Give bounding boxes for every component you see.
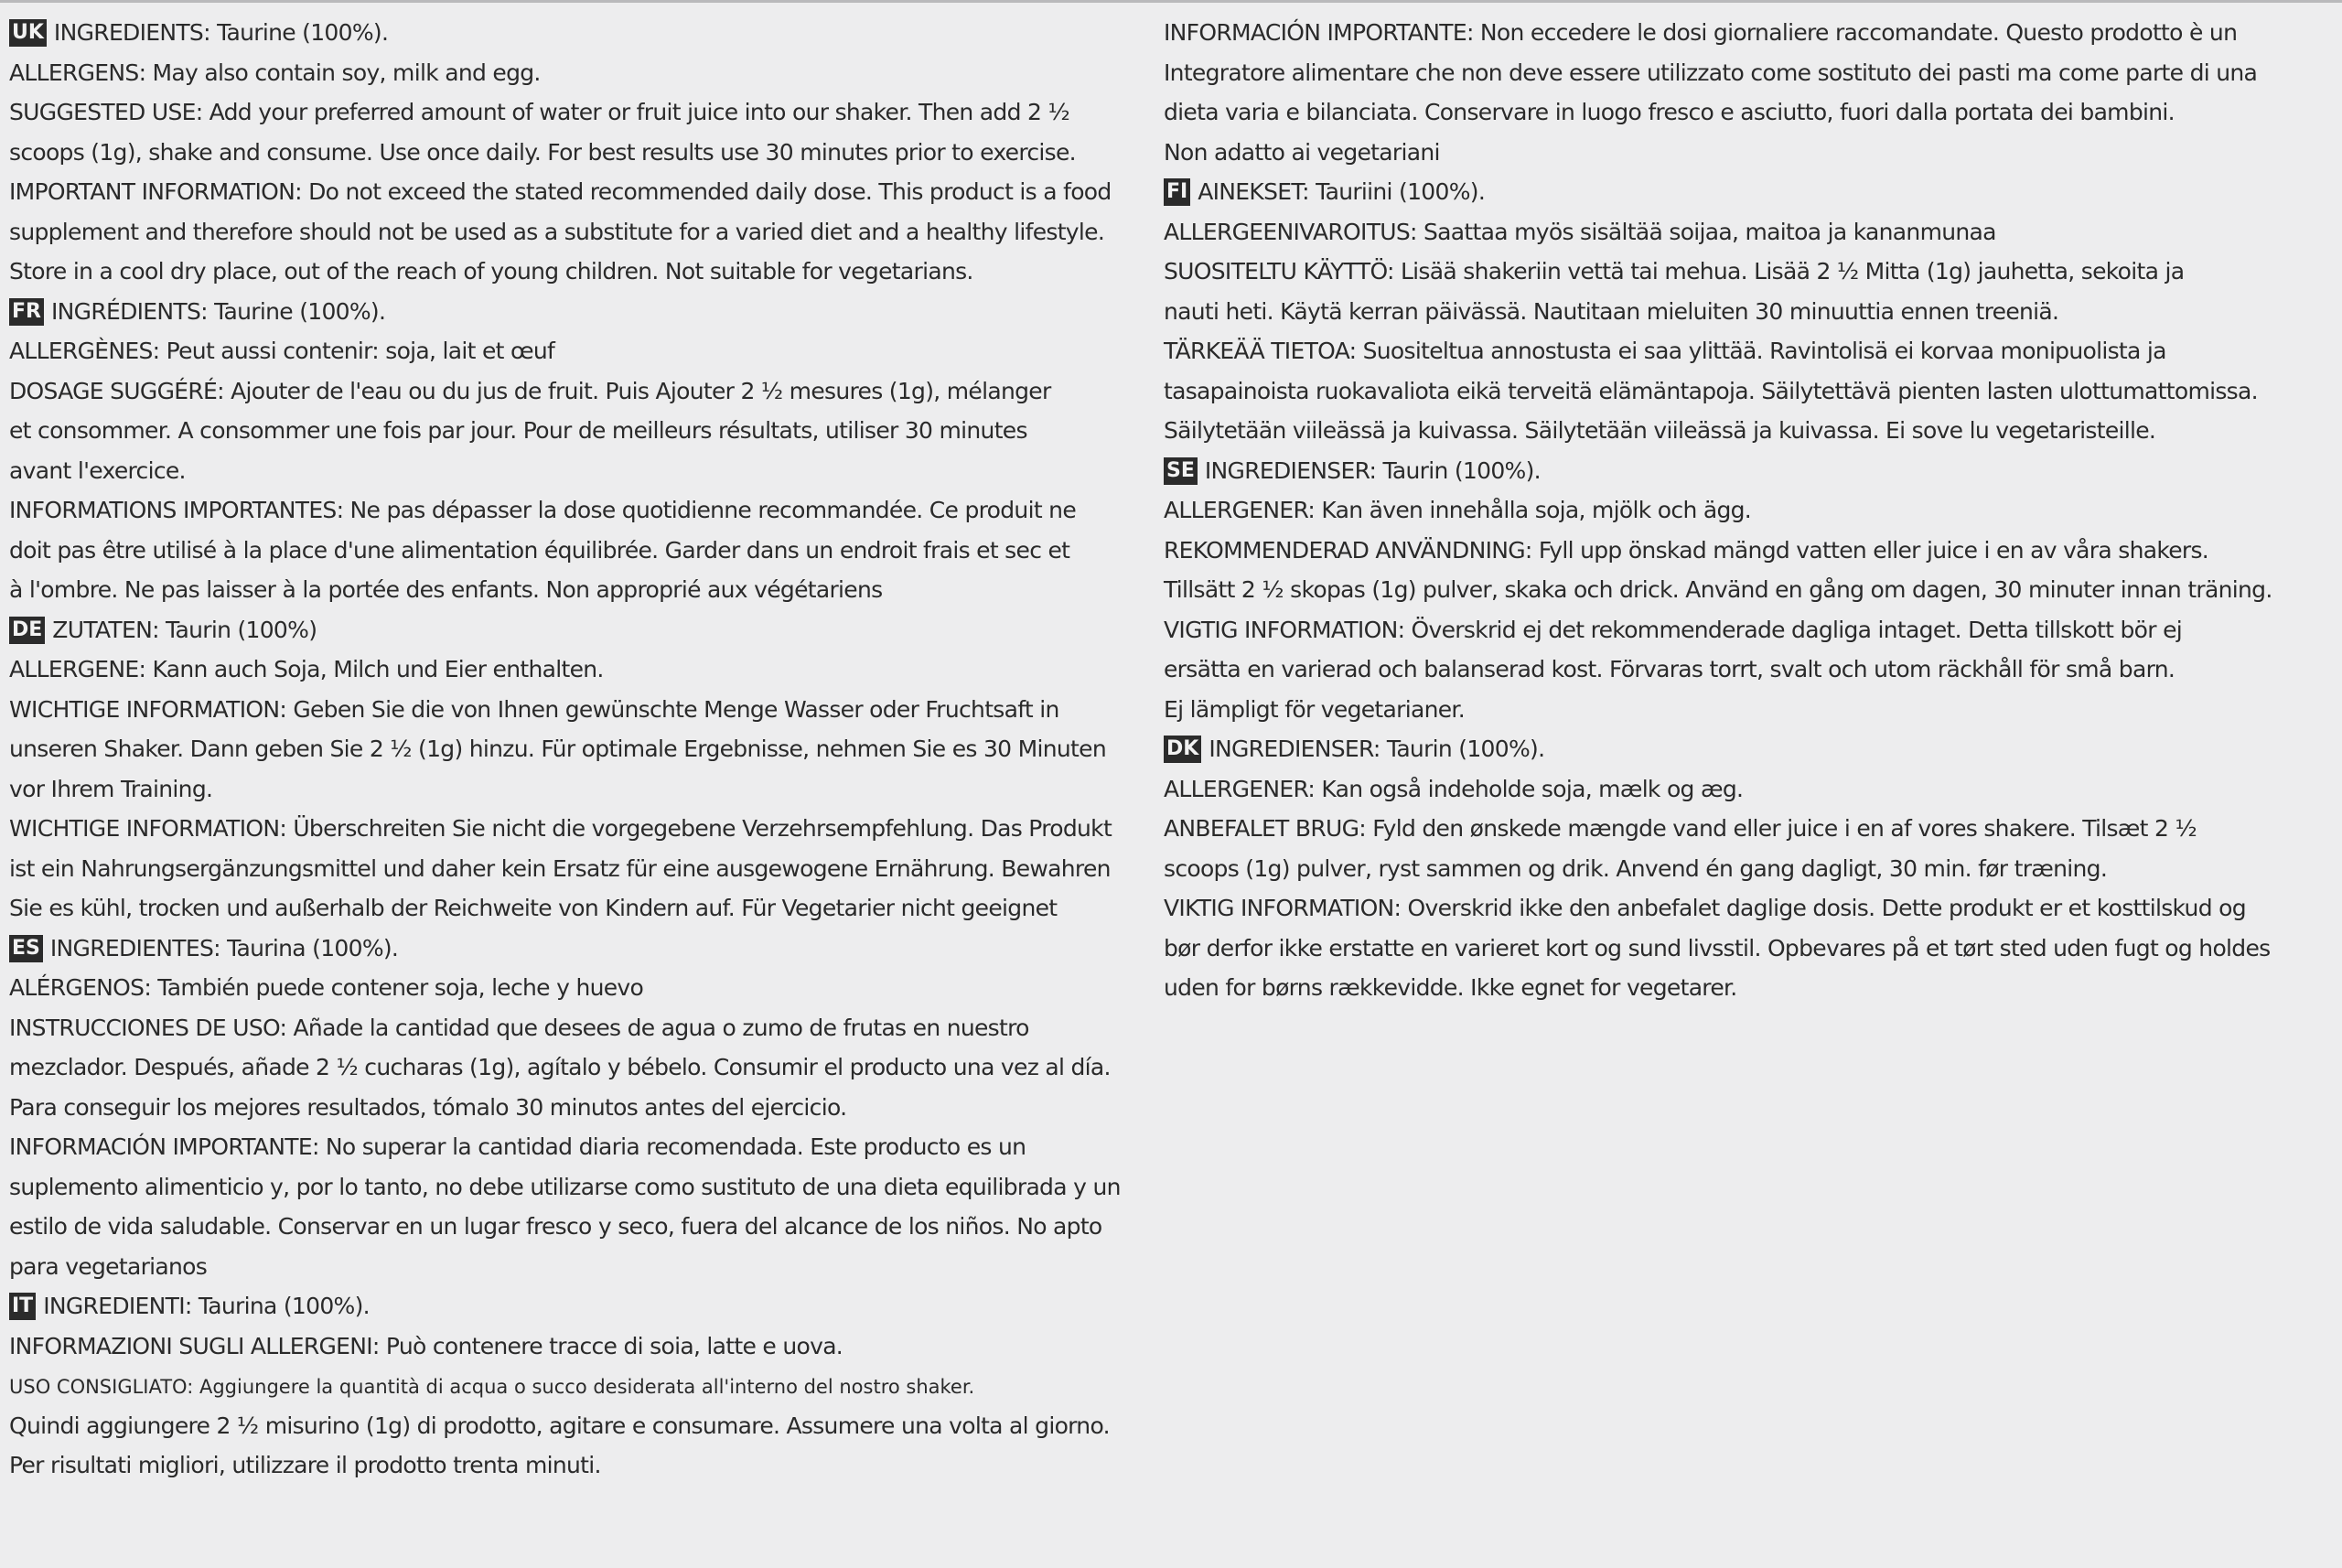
text-line <box>9 1286 1144 1326</box>
language-section-de <box>9 610 1144 929</box>
text-line <box>9 1088 1144 1128</box>
text-line <box>9 888 1144 929</box>
line-text: estilo de vida saludable. Conservar en un lugar fresco y seco, fuera del alcance de los niños. No apto <box>9 1213 1102 1240</box>
text-line <box>9 13 1144 53</box>
text-line <box>1164 929 2298 969</box>
line-text: INFORMAZIONI SUGLI ALLERGENI: Può contenere tracce di soia, latte e uova. <box>9 1332 843 1359</box>
line-text: ALLERGENER: Kan även innehålla soja, mjölk och ägg. <box>1164 497 1752 523</box>
line-text: Per risultati migliori, utilizzare il prodotto trenta minuti. <box>9 1452 601 1478</box>
language-badge: DE <box>9 617 45 644</box>
text-line <box>9 133 1144 173</box>
text-line <box>1164 531 2298 571</box>
line-text: REKOMMENDERAD ANVÄNDNING: Fyll upp önskad mängd vatten eller juice i en av våra shakers. <box>1164 536 2209 564</box>
text-line <box>1164 570 2298 610</box>
line-text: et consommer. A consommer une fois par jour. Pour de meilleurs résultats, utiliser 30 minutes <box>9 417 1027 444</box>
line-text: USO CONSIGLIATO: Aggiungere la quantità di acqua o succo desiderata all'interno del nostro shaker. <box>9 1376 975 1398</box>
language-badge: ES <box>9 935 43 962</box>
line-text: SUGGESTED USE: Add your preferred amount of water or fruit juice into our shaker. Then add 2 ½ <box>9 99 1069 125</box>
language-badge: IT <box>9 1293 36 1320</box>
line-text: ANBEFALET BRUG: Fyld den ønskede mængde vand eller juice i en af vores shakere. Tilsæt 2 ½ <box>1164 815 2197 842</box>
line-text: mezclador. Después, añade 2 ½ cucharas (1g), agítalo y bébelo. Consumir el producto una vez al día. <box>9 1054 1111 1080</box>
line-text: Integratore alimentare che non deve essere utilizzato come sostituto dei pasti ma come parte di una <box>1164 59 2258 86</box>
language-section-se <box>1164 451 2298 730</box>
text-line <box>9 252 1144 292</box>
text-line <box>1164 650 2298 690</box>
line-text: ALLERGENS: May also contain soy, milk and egg. <box>9 59 541 86</box>
language-badge: FR <box>9 298 44 326</box>
line-text: WICHTIGE INFORMATION: Überschreiten Sie nicht die vorgegebene Verzehrsempfehlung. Das Produkt <box>9 815 1112 842</box>
text-line <box>9 690 1144 730</box>
language-badge: DK <box>1164 736 1201 763</box>
line-text: Sie es kühl, trocken und außerhalb der Reichweite von Kindern auf. Für Vegetarier nicht geeignet <box>9 895 1058 921</box>
text-line <box>1164 331 2298 371</box>
language-section-dk <box>1164 729 2298 1008</box>
text-line <box>9 1366 1144 1406</box>
text-line <box>1164 371 2298 412</box>
line-text: avant l'exercice. <box>9 456 186 484</box>
language-section-continued <box>1164 13 2298 172</box>
text-line <box>9 531 1144 571</box>
text-line <box>1164 172 2298 212</box>
line-text: dieta varia e bilanciata. Conservare in luogo fresco e asciutto, fuori dalla portata dei bambini. <box>1164 99 2175 125</box>
text-line <box>1164 53 2298 93</box>
line-text: AINEKSET: Tauriini (100%). <box>1198 178 1486 205</box>
text-line <box>1164 13 2298 53</box>
text-line <box>1164 133 2298 173</box>
text-line <box>1164 92 2298 133</box>
line-text: ZUTATEN: Taurin (100%) <box>52 616 317 643</box>
line-text: vor Ihrem Training. <box>9 775 213 802</box>
text-line <box>9 1247 1144 1287</box>
line-text: IMPORTANT INFORMATION: Do not exceed the stated recommended daily dose. This product is a food <box>9 178 1112 205</box>
text-line <box>9 371 1144 412</box>
line-text: INFORMACIÓN IMPORTANTE: No superar la cantidad diaria recomendada. Este producto es un <box>9 1133 1026 1160</box>
text-line <box>9 53 1144 93</box>
line-text: ALLERGENE: Kann auch Soja, Milch und Eier enthalten. <box>9 656 604 682</box>
line-text: supplement and therefore should not be used as a substitute for a varied diet and a healthy lifestyle. <box>9 218 1105 245</box>
text-line <box>9 1008 1144 1048</box>
language-badge: FI <box>1164 178 1190 206</box>
text-line <box>9 1326 1144 1367</box>
text-line <box>9 849 1144 889</box>
line-text: INGREDIENTI: Taurina (100%). <box>43 1293 370 1319</box>
line-text: Store in a cool dry place, out of the reach of young children. Not suitable for vegetarians. <box>9 258 973 285</box>
line-text: à l'ombre. Ne pas laisser à la portée des enfants. Non approprié aux végétariens <box>9 576 883 603</box>
text-line <box>1164 610 2298 650</box>
line-text: ALÉRGENOS: También puede contener soja, leche y huevo <box>9 974 644 1001</box>
text-line <box>9 1047 1144 1088</box>
line-text: INFORMACIÓN IMPORTANTE: Non eccedere le dosi giornaliere raccomandate. Questo prodotto è un <box>1164 19 2238 46</box>
text-line <box>1164 849 2298 889</box>
line-text: WICHTIGE INFORMATION: Geben Sie die von Ihnen gewünschte Menge Wasser oder Fruchtsaft in <box>9 695 1059 723</box>
line-text: Non adatto ai vegetariani <box>1164 138 1440 166</box>
line-text: para vegetarianos <box>9 1252 208 1280</box>
language-section-es <box>9 929 1144 1287</box>
text-line <box>9 1445 1144 1486</box>
language-section-uk <box>9 13 1144 292</box>
line-text: Tillsätt 2 ½ skopas (1g) pulver, skaka och drick. Använd en gång om dagen, 30 minuter innan träning. <box>1164 576 2272 603</box>
line-text: nauti heti. Käytä kerran päivässä. Nautitaan mieluiten 30 minuuttia ennen treeniä. <box>1164 297 2059 325</box>
text-line <box>9 729 1144 769</box>
line-text: ALLERGENER: Kan også indeholde soja, mælk og æg. <box>1164 775 1744 802</box>
text-line <box>1164 411 2298 451</box>
language-section-it <box>9 1286 1144 1486</box>
text-line <box>1164 490 2298 531</box>
text-line <box>1164 809 2298 849</box>
text-line <box>9 490 1144 531</box>
line-text: TÄRKEÄÄ TIETOA: Suositeltua annostusta ei saa ylittää. Ravintolisä ei korvaa monipuolista ja <box>1164 338 2166 364</box>
text-line <box>1164 888 2298 929</box>
language-badge: UK <box>9 19 47 47</box>
line-text: tasapainoista ruokavaliota eikä terveitä elämäntapoja. Säilytettävä pienten lasten ulottumattomissa. <box>1164 377 2258 404</box>
line-text: INFORMATIONS IMPORTANTES: Ne pas dépasser la dose quotidienne recommandée. Ce produit ne <box>9 497 1077 523</box>
language-badge: SE <box>1164 457 1198 485</box>
line-text: VIKTIG INFORMATION: Overskrid ikke den anbefalet daglige dosis. Dette produkt er et kosttilskud og <box>1164 895 2246 921</box>
line-text: INGREDIENTS: Taurine (100%). <box>53 19 389 46</box>
text-line <box>9 172 1144 212</box>
line-text: ALLERGEENIVAROITUS: Saattaa myös sisältää soijaa, maitoa ja kananmunaa <box>1164 218 1996 245</box>
text-line <box>9 212 1144 252</box>
text-line <box>1164 968 2298 1008</box>
text-line <box>9 451 1144 491</box>
text-line <box>9 929 1144 969</box>
text-line <box>9 1207 1144 1247</box>
text-line <box>9 809 1144 849</box>
text-line <box>1164 769 2298 810</box>
line-text: Quindi aggiungere 2 ½ misurino (1g) di prodotto, agitare e consumare. Assumere una volta al giorno. <box>9 1412 1110 1439</box>
line-text: scoops (1g) pulver, ryst sammen og drik. Anvend én gang dagligt, 30 min. før træning. <box>1164 854 2108 882</box>
text-line <box>9 92 1144 133</box>
text-line <box>9 292 1144 332</box>
text-line <box>9 570 1144 610</box>
text-line <box>1164 690 2298 730</box>
line-text: uden for børns rækkevidde. Ikke egnet for vegetarer. <box>1164 974 1737 1001</box>
text-line <box>1164 212 2298 252</box>
text-line <box>9 650 1144 690</box>
language-section-fr <box>9 292 1144 610</box>
line-text: doit pas être utilisé à la place d'une alimentation équilibrée. Garder dans un endroit frais et sec et <box>9 536 1070 564</box>
text-line <box>1164 292 2298 332</box>
line-text: SUOSITELTU KÄYTTÖ: Lisää shakeriin vettä tai mehua. Lisää 2 ½ Mitta (1g) jauhetta, sekoita ja <box>1164 258 2185 285</box>
top-border <box>0 0 2342 3</box>
line-text: INGREDIENSER: Taurin (100%). <box>1209 736 1545 762</box>
line-text: INGREDIENTES: Taurina (100%). <box>49 934 399 961</box>
line-text: INSTRUCCIONES DE USO: Añade la cantidad que desees de agua o zumo de frutas en nuestro <box>9 1014 1029 1041</box>
language-section-fi <box>1164 172 2298 451</box>
line-text: VIGTIG INFORMATION: Överskrid ej det rekommenderade dagliga intaget. Detta tillskott bör ej <box>1164 616 2183 643</box>
text-line <box>1164 729 2298 769</box>
left-column <box>9 13 1144 1486</box>
line-text: ALLERGÈNES: Peut aussi contenir: soja, lait et œuf <box>9 338 555 364</box>
right-column <box>1164 13 2298 1008</box>
line-text: unseren Shaker. Dann geben Sie 2 ½ (1g) hinzu. Für optimale Ergebnisse, nehmen Sie es 30 Minuten <box>9 736 1106 762</box>
line-text: bør derfor ikke erstatte en varieret kort og sund livsstil. Opbevares på et tørt sted uden fugt og holdes <box>1164 934 2271 961</box>
text-line <box>1164 451 2298 491</box>
text-line <box>9 610 1144 650</box>
line-text: DOSAGE SUGGÉRÉ: Ajouter de l'eau ou du jus de fruit. Puis Ajouter 2 ½ mesures (1g), mélanger <box>9 377 1051 404</box>
line-text: suplemento alimenticio y, por lo tanto, no debe utilizarse como sustituto de una dieta equilibrada y un <box>9 1173 1121 1200</box>
line-text: ist ein Nahrungsergänzungsmittel und daher kein Ersatz für eine ausgewogene Ernährung. Bewahren <box>9 854 1111 882</box>
line-text: scoops (1g), shake and consume. Use once daily. For best results use 30 minutes prior to exercise. <box>9 138 1076 166</box>
text-line <box>9 1127 1144 1167</box>
line-text: ersätta en varierad och balanserad kost. Förvaras torrt, svalt och utom räckhåll för små barn. <box>1164 656 2175 682</box>
line-text: Para conseguir los mejores resultados, tómalo 30 minutos antes del ejercicio. <box>9 1093 847 1121</box>
line-text: INGRÉDIENTS: Taurine (100%). <box>50 297 386 325</box>
line-text: Säilytetään viileässä ja kuivassa. Säilytetään viileässä ja kuivassa. Ei sove lu vegetaristeille. <box>1164 417 2156 444</box>
text-line <box>1164 252 2298 292</box>
text-line <box>9 1406 1144 1446</box>
line-text: Ej lämpligt för vegetarianer. <box>1164 695 1465 723</box>
text-line <box>9 1167 1144 1208</box>
text-line <box>9 968 1144 1008</box>
line-text: INGREDIENSER: Taurin (100%). <box>1204 456 1541 484</box>
text-line <box>9 331 1144 371</box>
text-line <box>9 769 1144 810</box>
text-line <box>9 411 1144 451</box>
